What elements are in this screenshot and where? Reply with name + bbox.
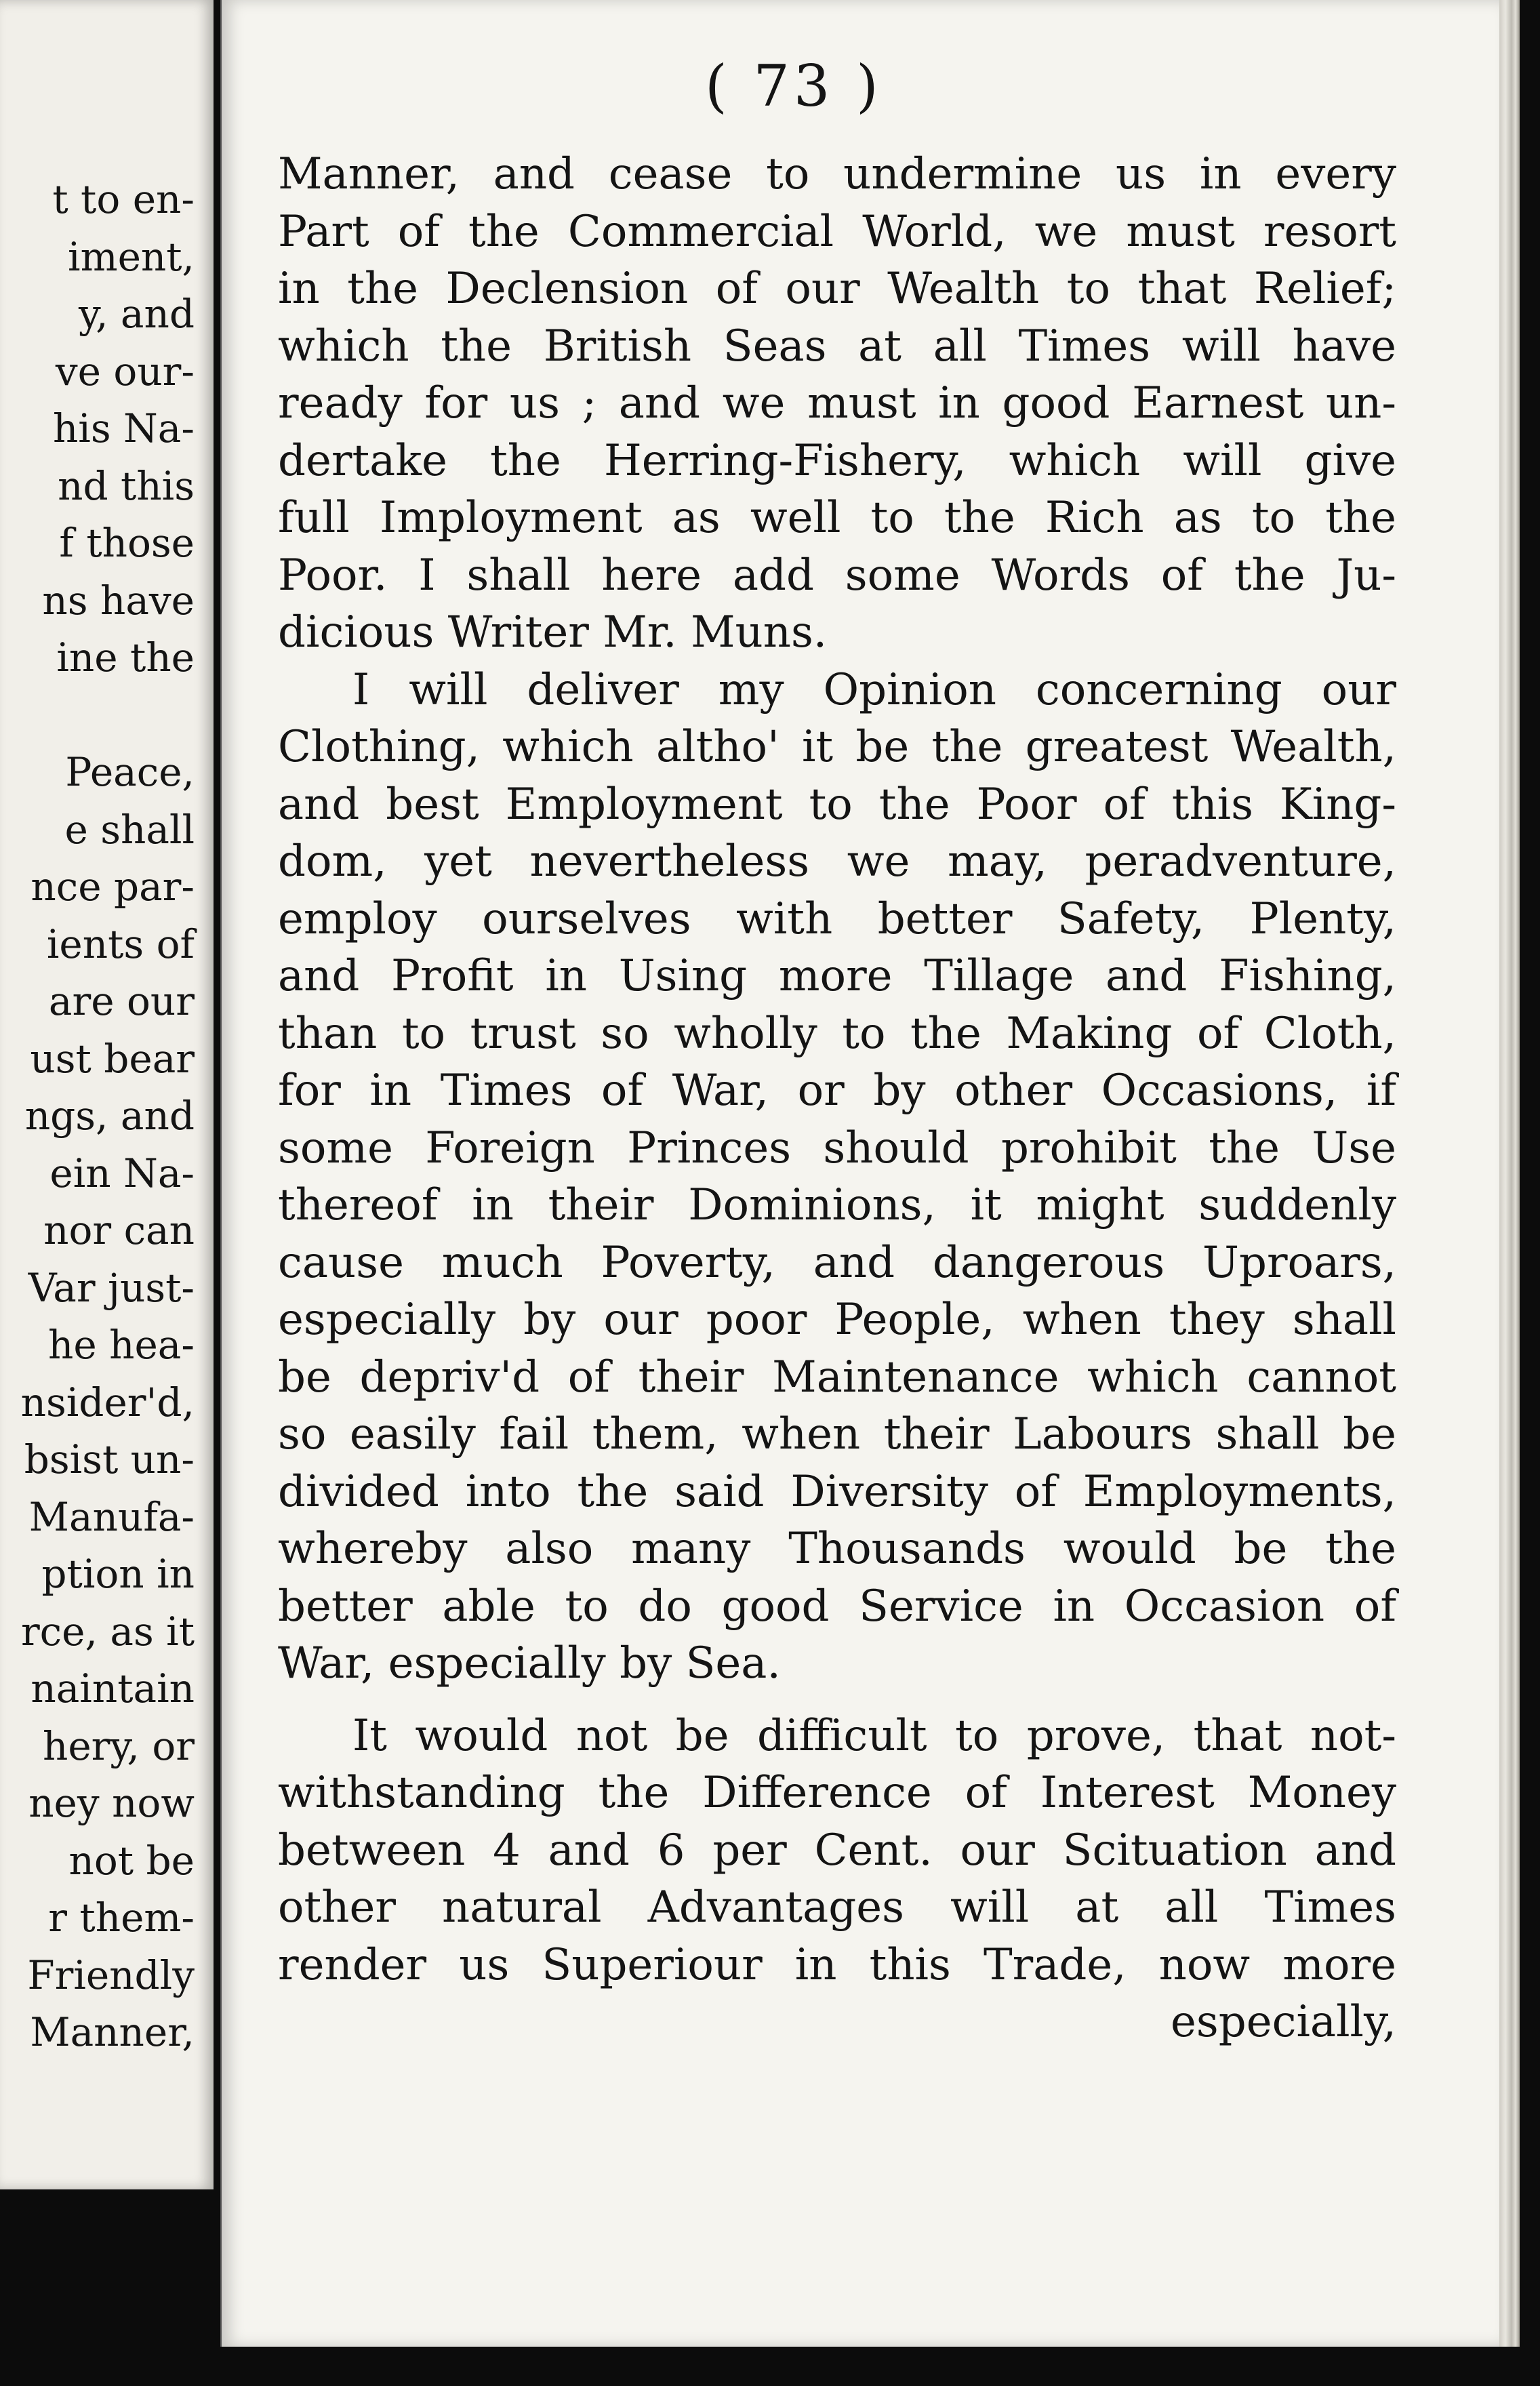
left-page-line: ients of	[46, 921, 195, 967]
left-page-line: t to en-	[52, 176, 195, 222]
left-page-line: naintain	[31, 1665, 195, 1712]
left-page-line: hery, or	[43, 1722, 195, 1769]
left-page-line: ust bear	[30, 1035, 195, 1082]
left-page-line: he hea-	[48, 1322, 195, 1368]
left-page-line: Friendly	[27, 1952, 195, 1998]
body-line: especially,	[1171, 1997, 1396, 2047]
left-page-line: ney now	[28, 1780, 195, 1826]
body-line: employ ourselves with better Safety, Plenty,	[278, 893, 1396, 944]
left-page-line: not be	[68, 1837, 195, 1884]
left-page-line: Peace,	[65, 749, 195, 795]
left-page-line: ve our-	[55, 348, 195, 395]
body-line: some Foreign Princes should prohibit the Use	[278, 1123, 1396, 1173]
body-line: and best Employment to the Poor of this King-	[278, 779, 1396, 830]
left-page-line: ns have	[42, 577, 195, 624]
page-edge	[1499, 0, 1520, 2347]
body-line: be depriv'd of their Maintenance which cannot	[278, 1352, 1396, 1402]
body-line: ready for us ; and we must in good Earnest un-	[278, 378, 1396, 428]
left-page-line: r them-	[48, 1895, 195, 1941]
body-line: other natural Advantages will at all Times	[278, 1882, 1396, 1933]
body-line: in the Declension of our Wealth to that Relief;	[278, 264, 1396, 314]
left-page-line: are our	[48, 978, 195, 1024]
body-line: divided into the said Diversity of Employments,	[278, 1466, 1396, 1517]
body-line: dom, yet nevertheless we may, peradventure,	[278, 836, 1396, 887]
body-line: which the British Seas at all Times will have	[278, 321, 1396, 371]
body-line: thereof in their Dominions, it might suddenly	[278, 1180, 1396, 1230]
page-body-text	[278, 146, 1396, 2051]
body-line: War, especially by Sea.	[278, 1638, 781, 1689]
left-page-line: Manner,	[30, 2009, 195, 2055]
left-page-line: Manufa-	[28, 1493, 195, 1540]
left-page-line: iment,	[68, 233, 195, 280]
body-line: I will deliver my Opinion concerning our	[352, 664, 1396, 715]
body-line: render us Superiour in this Trade, now more	[278, 1939, 1396, 1990]
left-page-text	[21, 171, 195, 2061]
left-page	[0, 0, 214, 2189]
body-line: especially by our poor People, when they shall	[278, 1295, 1396, 1345]
body-line: dicious Writer Mr. Muns.	[278, 607, 828, 658]
body-line: than to trust so wholly to the Making of Cloth,	[278, 1008, 1396, 1059]
body-line: and Profit in Using more Tillage and Fishing,	[278, 951, 1396, 1001]
left-page-line: nce par-	[31, 864, 195, 910]
left-page-line: his Na-	[52, 405, 195, 451]
body-line: between 4 and 6 per Cent. our Scituation and	[278, 1825, 1396, 1876]
left-page-line: nsider'd,	[20, 1379, 195, 1425]
left-page-line: nor can	[43, 1207, 195, 1253]
body-line: Poor. I shall here add some Words of the Ju-	[278, 550, 1396, 601]
left-page-line: ein Na-	[49, 1150, 195, 1196]
left-page-line: ngs, and	[24, 1093, 195, 1139]
left-page-line: ine the	[56, 634, 195, 681]
body-line: withstanding the Difference of Interest Money	[278, 1768, 1396, 1818]
body-line: full Imployment as well to the Rich as to the	[278, 493, 1396, 543]
body-line: so easily fail them, when their Labours shall be	[278, 1409, 1396, 1459]
left-page-line: ption in	[41, 1551, 195, 1597]
left-page-line: Var just-	[28, 1264, 195, 1311]
page-number: ( 73 )	[705, 53, 883, 119]
body-line: better able to do good Service in Occasion of	[278, 1581, 1396, 1632]
body-line: Part of the Commercial World, we must resort	[278, 206, 1396, 257]
left-page-line	[21, 687, 195, 744]
body-line: whereby also many Thousands would be the	[278, 1524, 1396, 1574]
left-page-line: rce, as it	[20, 1608, 195, 1655]
body-line: Manner, and cease to undermine us in every	[278, 149, 1396, 199]
left-page-line: y, and	[79, 291, 195, 337]
left-page-line: bsist un-	[24, 1436, 195, 1482]
body-line: dertake the Herring-Fishery, which will give	[278, 435, 1396, 486]
body-line: for in Times of War, or by other Occasions, if	[278, 1066, 1396, 1116]
left-page-line: e shall	[64, 806, 195, 853]
body-line: Clothing, which altho' it be the greatest Wealth,	[278, 722, 1396, 772]
body-line: cause much Poverty, and dangerous Uproars,	[278, 1237, 1396, 1288]
body-line: It would not be difficult to prove, that not-	[352, 1710, 1396, 1761]
left-page-line: f those	[59, 520, 195, 566]
left-page-line: nd this	[58, 462, 195, 509]
